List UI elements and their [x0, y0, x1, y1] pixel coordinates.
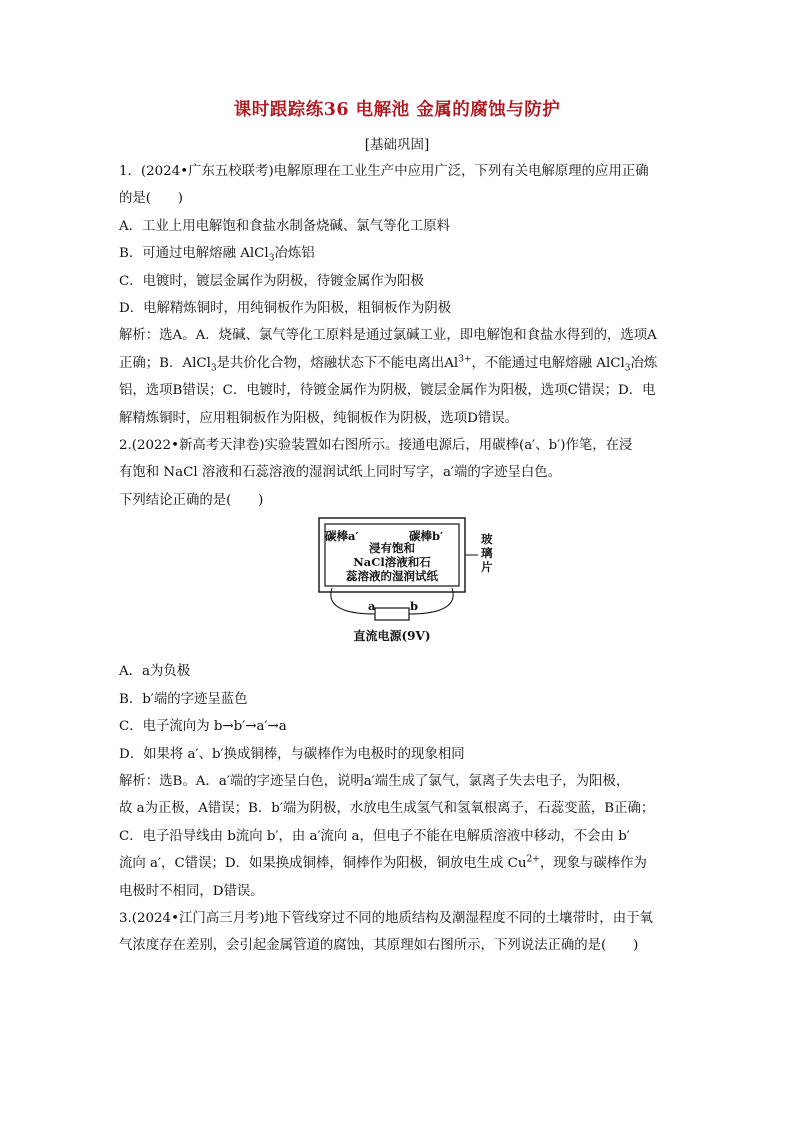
q2-option-a: A．a为负极: [119, 664, 191, 680]
q2-explanation-line: C．电子沿导线由 b流向 b′，由 a′流向 a，但电子不能在电解质溶液中移动，不会由 b′: [119, 828, 630, 844]
q2-option-c: C．电子流向为 b→b′→a′→a: [119, 719, 287, 735]
terminal-b-label: b: [410, 599, 419, 614]
q1-option-b: B．可通过电解熔融 AlCl$_3$冶炼铝: [119, 246, 315, 264]
q1-option-d: D．电解精炼铜时，用纯铜板作为阳极，粗铜板作为阴极: [119, 301, 452, 317]
rod-b-label: 碳棒b′: [409, 529, 444, 544]
q2-stem-line: 有饱和 NaCl 溶液和石蕊溶液的湿润试纸上同时写字，a′端的字迹呈白色。: [119, 465, 562, 481]
q1-explanation-line: 解析：选A。A．烧碱、氯气等化工原料是通过氯碱工业，即电解饱和食盐水得到的，选项A: [119, 328, 657, 344]
q1-stem-line: 的是( ): [119, 191, 184, 207]
q2-stem-line: 下列结论正确的是( ): [119, 492, 264, 508]
q2-explanation-line: 流向 a′，C错误；D．如果换成铜棒，铜棒作为阳极，铜放电生成 $Cu^{2+}$，现象与碳棒作为: [119, 854, 647, 872]
q3-stem-line: 气浓度存在差别，会引起金属管道的腐蚀，其原理如右图所示，下列说法正确的是( ): [119, 938, 639, 954]
q2-explanation-line: 解析：选B。A．a′端的字迹呈白色，说明a′端生成了氯气，氯离子失去电子，为阳极，: [119, 773, 630, 789]
q1-explanation-line: 正确；B．AlCl$_3$是共价化合物，熔融状态下不能电离出$Al^{3+}$，不能通过电解熔融 AlCl$_3$冶炼: [119, 354, 658, 374]
glass-label-2: 璃: [481, 546, 493, 561]
q2-option-b: B．b′端的字迹呈蓝色: [119, 691, 248, 707]
paper-label-2: NaCl溶液和石: [353, 555, 431, 570]
paper-label-1: 浸有饱和: [369, 541, 415, 556]
electrolysis-diagram: [298, 514, 498, 656]
power-supply-label: 直流电源(9V): [353, 629, 431, 644]
question-list: [119, 158, 679, 960]
q2-stem-line: 2.(2022•新高考天津卷)实验装置如右图所示。接通电源后，用碳棒(a′、b′)作笔，在浸: [119, 438, 633, 454]
power-supply-box: [375, 608, 409, 620]
page-title: 课时跟踪练36 电解池 金属的腐蚀与防护: [233, 100, 561, 120]
q2-explanation-line: 故 a为正极，A错误；B．b′端为阴极，水放电生成氢气和氢氧根离子，石蕊变蓝，B正确；: [119, 801, 655, 817]
q1-option-a: A．工业上用电解饱和食盐水制备烧碱、氯气等化工原料: [119, 218, 451, 234]
q2-option-d: D．如果将 a′、b′换成铜棒，与碳棒作为电极时的现象相同: [119, 746, 465, 762]
q1-explanation-line: 解精炼铜时，应用粗铜板作为阳极，纯铜板作为阴极，选项D错误。: [119, 410, 519, 426]
paper-label-3: 蕊溶液的湿润试纸: [346, 569, 438, 584]
apparatus-figure: [119, 514, 679, 658]
glass-label-1: 玻: [481, 532, 493, 547]
rod-a-label: 碳棒a′: [325, 529, 359, 544]
q3-stem-line: 3.(2024•江门高三月考)地下管线穿过不同的地质结构及潮湿程度不同的土壤带时，由于氧: [119, 910, 653, 926]
q1-stem-line: 1．(2024•广东五校联考)电解原理在工业生产中应用广泛，下列有关电解原理的应用正确: [119, 164, 649, 179]
glass-label-3: 片: [481, 560, 493, 575]
section-heading: [基础巩固]: [364, 137, 430, 153]
q1-option-c: C．电镀时，镀层金属作为阴极，待镀金属作为阳极: [119, 273, 424, 289]
terminal-a-label: a: [368, 599, 376, 614]
q1-explanation-line: 铝，选项B错误；C．电镀时，待镀金属作为阴极，镀层金属作为阳极，选项C错误；D．电: [119, 383, 656, 399]
q2-explanation-line: 电极时不相同，D错误。: [119, 883, 264, 899]
